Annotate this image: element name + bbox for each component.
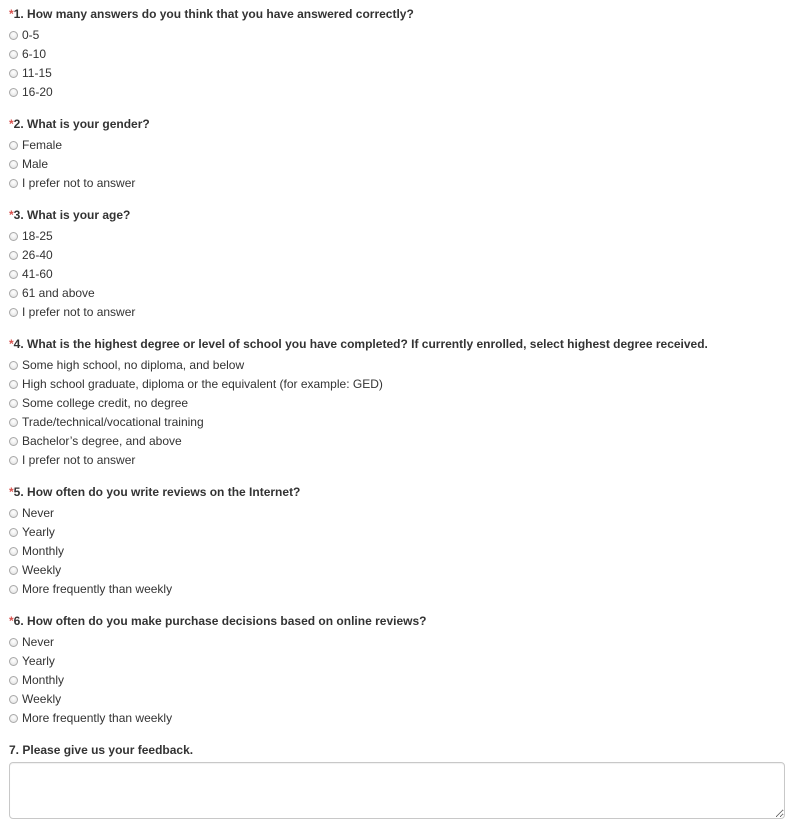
radio-button[interactable]: [9, 232, 18, 241]
option-label: I prefer not to answer: [22, 176, 136, 190]
option-list: [9, 356, 785, 470]
question-title: [9, 208, 785, 222]
question-number: 3.: [13, 208, 24, 222]
question-text: What is your gender?: [27, 117, 150, 131]
question-6: [9, 614, 785, 728]
option-label: Weekly: [22, 563, 62, 577]
question-number: 5.: [13, 485, 24, 499]
required-marker: *: [9, 485, 14, 499]
option-label: Yearly: [22, 654, 55, 668]
option-list: [9, 504, 785, 599]
option-label: Some high school, no diploma, and below: [22, 358, 245, 372]
option-trade-training[interactable]: [9, 413, 785, 432]
option-label: 26-40: [22, 248, 53, 262]
radio-button[interactable]: [9, 509, 18, 518]
option-label: Some college credit, no degree: [22, 396, 189, 410]
option-11-15[interactable]: [9, 64, 785, 83]
question-4: [9, 337, 785, 470]
option-label: Monthly: [22, 544, 65, 558]
option-bachelors[interactable]: [9, 432, 785, 451]
option-label: More frequently than weekly: [22, 582, 173, 596]
option-prefer-not[interactable]: [9, 451, 785, 470]
question-title: [9, 7, 785, 21]
question-text: Please give us your feedback.: [22, 743, 194, 757]
option-label: Male: [22, 157, 49, 171]
question-title: [9, 614, 785, 628]
option-label: Never: [22, 506, 55, 520]
option-high-school-graduate[interactable]: [9, 375, 785, 394]
radio-button[interactable]: [9, 657, 18, 666]
question-7: [9, 743, 785, 819]
radio-button[interactable]: [9, 676, 18, 685]
radio-button[interactable]: [9, 31, 18, 40]
required-marker: *: [9, 614, 14, 628]
question-title: [9, 117, 785, 131]
question-3: [9, 208, 785, 322]
radio-button[interactable]: [9, 456, 18, 465]
option-label: Trade/technical/vocational training: [22, 415, 204, 429]
option-weekly[interactable]: [9, 561, 785, 580]
radio-button[interactable]: [9, 528, 18, 537]
option-prefer-not[interactable]: [9, 174, 785, 193]
option-41-60[interactable]: [9, 265, 785, 284]
option-label: Monthly: [22, 673, 65, 687]
question-title: [9, 337, 785, 351]
question-number: 6.: [13, 614, 24, 628]
option-list: [9, 26, 785, 102]
radio-button[interactable]: [9, 69, 18, 78]
required-marker: *: [9, 208, 14, 222]
question-5: [9, 485, 785, 599]
radio-button[interactable]: [9, 638, 18, 647]
radio-button[interactable]: [9, 437, 18, 446]
option-label: 41-60: [22, 267, 53, 281]
option-26-40[interactable]: [9, 246, 785, 265]
option-male[interactable]: [9, 155, 785, 174]
option-label: Female: [22, 138, 63, 152]
question-text: How often do you write reviews on the Internet?: [27, 485, 301, 499]
option-female[interactable]: [9, 136, 785, 155]
radio-button[interactable]: [9, 141, 18, 150]
option-list: [9, 633, 785, 728]
option-label: Yearly: [22, 525, 55, 539]
required-marker: *: [9, 337, 14, 351]
question-text: How often do you make purchase decisions based on online reviews?: [27, 614, 427, 628]
option-label: 0-5: [22, 28, 40, 42]
required-marker: *: [9, 7, 14, 21]
question-title: [9, 743, 785, 757]
radio-button[interactable]: [9, 160, 18, 169]
option-list: [9, 227, 785, 322]
option-0-5[interactable]: [9, 26, 785, 45]
required-marker: *: [9, 117, 14, 131]
question-title: [9, 485, 785, 499]
radio-button[interactable]: [9, 88, 18, 97]
option-monthly[interactable]: [9, 671, 785, 690]
option-label: I prefer not to answer: [22, 305, 136, 319]
radio-button[interactable]: [9, 714, 18, 723]
radio-button[interactable]: [9, 308, 18, 317]
radio-button[interactable]: [9, 50, 18, 59]
option-label: Weekly: [22, 692, 62, 706]
radio-button[interactable]: [9, 270, 18, 279]
option-label: 18-25: [22, 229, 53, 243]
radio-button[interactable]: [9, 566, 18, 575]
option-label: 6-10: [22, 47, 47, 61]
option-list: [9, 136, 785, 193]
option-16-20[interactable]: [9, 83, 785, 102]
radio-button[interactable]: [9, 251, 18, 260]
question-1: [9, 7, 785, 102]
option-label: High school graduate, diploma or the equivalent (for example: GED): [22, 377, 383, 391]
radio-button[interactable]: [9, 695, 18, 704]
question-number: 2.: [13, 117, 24, 131]
question-number: 4.: [13, 337, 24, 351]
option-more-than-weekly[interactable]: [9, 580, 785, 599]
question-text: What is the highest degree or level of school you have completed? If currently enrolled, select highest degree received.: [27, 337, 708, 351]
option-yearly[interactable]: [9, 523, 785, 542]
radio-button[interactable]: [9, 179, 18, 188]
radio-button[interactable]: [9, 547, 18, 556]
option-18-25[interactable]: [9, 227, 785, 246]
option-label: I prefer not to answer: [22, 453, 136, 467]
option-some-high-school[interactable]: [9, 356, 785, 375]
radio-button[interactable]: [9, 399, 18, 408]
option-weekly[interactable]: [9, 690, 785, 709]
option-more-than-weekly[interactable]: [9, 709, 785, 728]
question-text: What is your age?: [27, 208, 131, 222]
option-some-college[interactable]: [9, 394, 785, 413]
option-label: 11-15: [22, 66, 52, 80]
radio-button[interactable]: [9, 361, 18, 370]
option-label: Never: [22, 635, 55, 649]
option-monthly[interactable]: [9, 542, 785, 561]
question-number: 1.: [13, 7, 24, 21]
option-prefer-not[interactable]: [9, 303, 785, 322]
option-label: 16-20: [22, 85, 53, 99]
feedback-textarea[interactable]: [9, 762, 785, 819]
option-6-10[interactable]: [9, 45, 785, 64]
option-never[interactable]: [9, 633, 785, 652]
option-label: More frequently than weekly: [22, 711, 173, 725]
option-never[interactable]: [9, 504, 785, 523]
option-label: Bachelor’s degree, and above: [22, 434, 182, 448]
option-yearly[interactable]: [9, 652, 785, 671]
question-text: How many answers do you think that you have answered correctly?: [27, 7, 414, 21]
radio-button[interactable]: [9, 289, 18, 298]
option-label: 61 and above: [22, 286, 95, 300]
question-2: [9, 117, 785, 193]
radio-button[interactable]: [9, 418, 18, 427]
option-61-above[interactable]: [9, 284, 785, 303]
radio-button[interactable]: [9, 585, 18, 594]
radio-button[interactable]: [9, 380, 18, 389]
question-number: 7.: [9, 743, 20, 757]
